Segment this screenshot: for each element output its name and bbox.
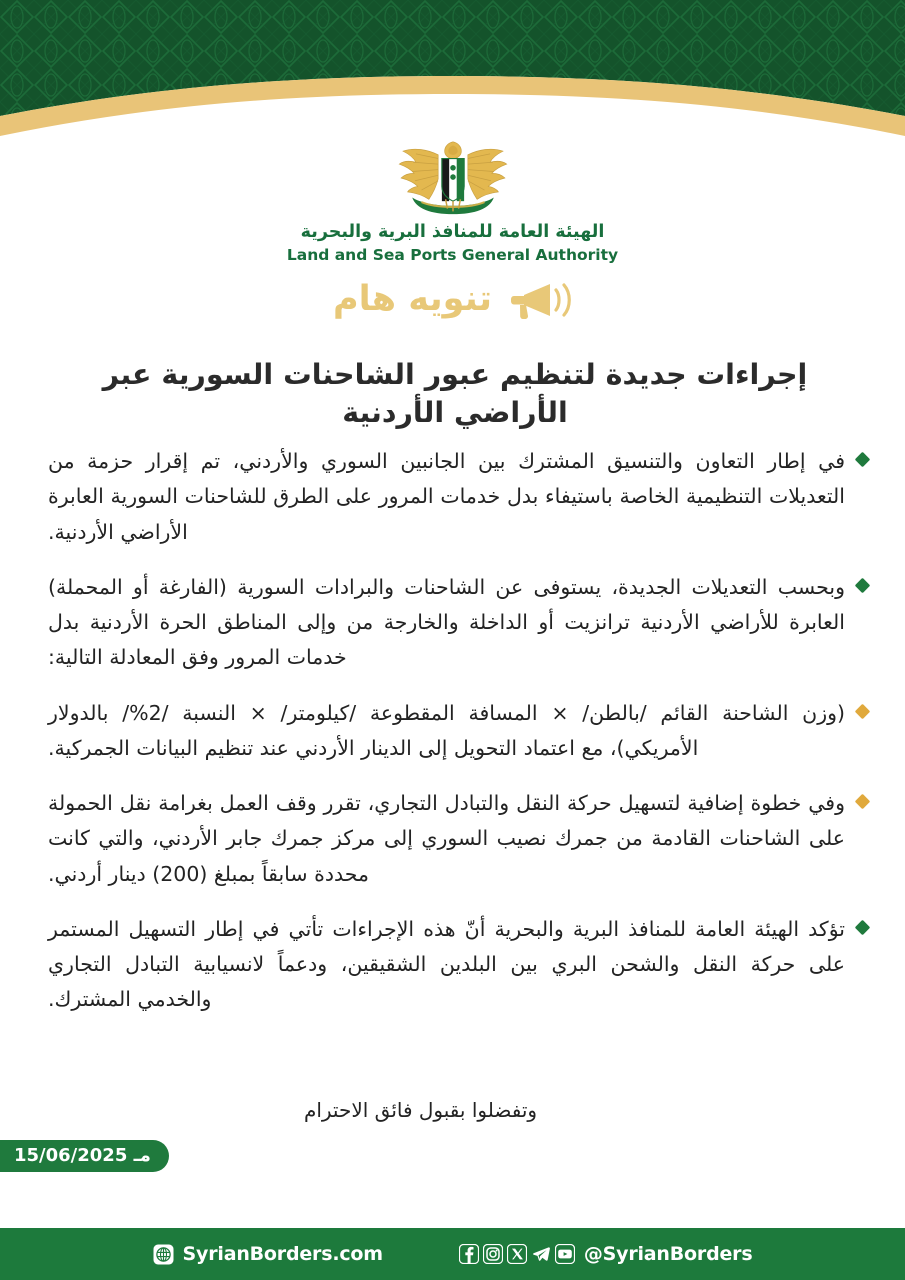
list-item bbox=[48, 912, 868, 1018]
list-item-text: وبحسب التعديلات الجديدة، يستوفى عن الشاحنات والبرادات السورية (الفارغة أو المحملة) العابرة للأراضي الأردنية ترانزيت أو الداخلة والخارجة من وإلى المناطق الحرة الأردنية بدل خدمات المرور وفق المعادلة التالية: bbox=[48, 574, 845, 670]
telegram-icon[interactable] bbox=[531, 1244, 551, 1264]
important-notice-label: تنويه هام bbox=[333, 278, 492, 319]
x-twitter-icon[interactable] bbox=[507, 1244, 527, 1264]
list-item bbox=[48, 786, 868, 892]
social-icon-row bbox=[459, 1244, 575, 1264]
website-group[interactable] bbox=[153, 1243, 383, 1265]
website-url[interactable]: SyrianBorders.com bbox=[182, 1243, 383, 1265]
important-notice-heading bbox=[0, 278, 905, 320]
org-name-english: Land and Sea Ports General Authority bbox=[286, 245, 619, 264]
banner-pattern-fill bbox=[0, 0, 905, 136]
diamond-bullet-icon bbox=[855, 703, 871, 719]
syria-eagle-emblem bbox=[397, 140, 509, 216]
megaphone-icon bbox=[510, 278, 572, 320]
list-item-text: تؤكد الهيئة العامة للمنافذ البرية والبحرية أنّ هذه الإجراءات تأتي في إطار التسهيل المستمر على حركة النقل والشحن البري بين البلدين الشقيقين، ودعماً لانسيابية التبادل التجاري والخدمي المشترك. bbox=[48, 916, 845, 1012]
youtube-icon[interactable] bbox=[555, 1244, 575, 1264]
diamond-bullet-icon bbox=[855, 452, 871, 468]
date-badge: 15/06/2025 مـ bbox=[0, 1140, 169, 1172]
org-name-arabic: الهيئة العامة للمنافذ البرية والبحرية bbox=[300, 222, 605, 242]
notice-body-list bbox=[48, 444, 868, 1038]
diamond-bullet-icon bbox=[855, 577, 871, 593]
list-item-text: وفي خطوة إضافية لتسهيل حركة النقل والتبادل التجاري، تقرر وقف العمل بغرامة نقل الحمولة على الشاحنات القادمة من جمرك نصيب السوري إلى مركز جمرك جابر الأردني، والتي كانت محددة سابقاً بمبلغ (200) دينار أردني. bbox=[48, 791, 845, 886]
list-item bbox=[48, 696, 868, 767]
footer-bar bbox=[0, 1228, 905, 1280]
top-banner bbox=[0, 0, 905, 136]
globe-icon bbox=[153, 1244, 174, 1265]
authority-header bbox=[0, 134, 905, 265]
diamond-bullet-icon bbox=[855, 794, 871, 810]
list-item-text: في إطار التعاون والتنسيق المشترك بين الجانبين السوري والأردني، تم إقرار حزمة من التعديلات التنظيمية الخاصة باستيفاء بدل خدمات المرور على الطرق للشاحنات السورية العابرة الأراضي الأردنية. bbox=[48, 449, 845, 544]
closing-salutation: وتفضلوا بقبول فائق الاحترام bbox=[303, 1098, 538, 1122]
list-item bbox=[48, 570, 868, 676]
social-group[interactable] bbox=[459, 1243, 753, 1265]
instagram-icon[interactable] bbox=[483, 1244, 503, 1264]
facebook-icon[interactable] bbox=[459, 1244, 479, 1264]
list-item bbox=[48, 444, 868, 550]
social-handle[interactable]: @SyrianBorders bbox=[583, 1243, 753, 1265]
page-title: إجراءات جديدة لتنظيم عبور الشاحنات السورية عبر الأراضي الأردنية bbox=[102, 358, 808, 430]
diamond-bullet-icon bbox=[855, 919, 871, 935]
list-item-text: (وزن الشاحنة القائم /بالطن/ × المسافة المقطوعة /كيلومتر/ × النسبة /2%/ بالدولار الأمريكي)، مع اعتماد التحويل إلى الدينار الأردني عند تنظيم البيانات الجمركية. bbox=[48, 700, 845, 760]
